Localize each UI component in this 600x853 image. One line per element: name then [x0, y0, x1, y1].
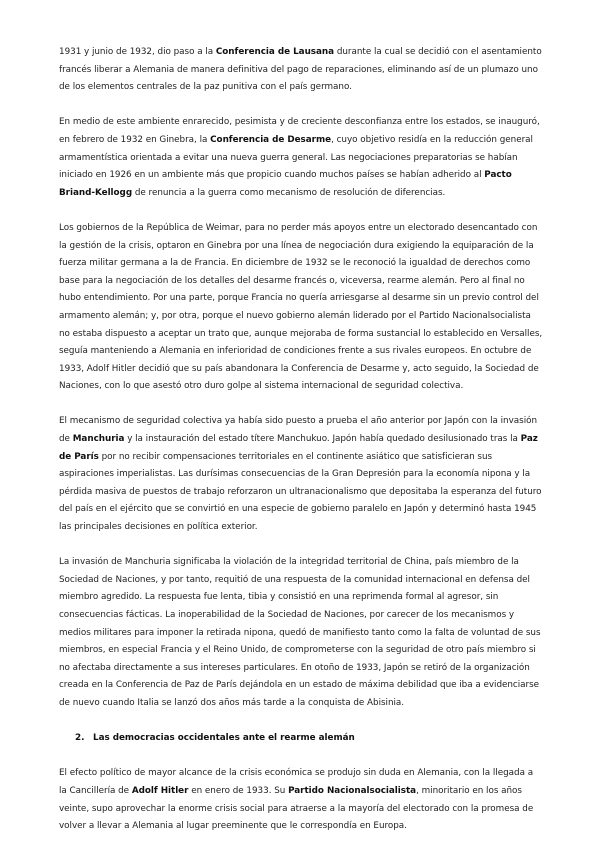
bold-term: Conferencia de Lausana — [215, 47, 335, 57]
section-number: 2. — [75, 733, 85, 744]
bold-term: Partido Nacionalsocialista — [288, 785, 417, 796]
paragraph-hitler — [59, 765, 543, 835]
text-run: Los gobiernos de la República de Weimar, para no perder más apoyos entre un electorado desencantado con la gestión de la crisis, optaron en Ginebra por una línea de negociación dura exigiendo la equiparación de la fuerza militar germana a la de Francia. En diciembre de 1932 se le reconoció la igualdad de derechos como base para la negociación de los detalles del desarme francés o, viceversa, rearme alemán. Pero al final no hubo entendimiento. Por una parte, porque Francia no quería arriesgarse al desarme sin un previo control del armamento alemán; y, por otra, porque el nuevo gobierno alemán liderado por el Partido Nacionalsocialista no estaba dispuesto a aceptar un trato que, aunque mejoraba de forma sustancial lo establecido en Versalles, seguía manteniendo a Alemania en inferioridad de condiciones frente a sus rivales europeos. En octubre de 1933, Adolf Hitler decidió que su país abandonara la Conferencia de Desarme y, acto seguido, la Sociedad de Naciones, con lo que asestó otro duro golpe al sistema internacional de seguridad colectiva. — [59, 222, 543, 392]
bold-term: Pacto Briand-Kellogg — [59, 170, 512, 198]
paragraph-lausana — [59, 44, 543, 97]
text-run: 1931 y junio de 1932, dio paso a la — [59, 47, 216, 57]
text-run: de renuncia a la guerra como mecanismo de resolución de diferencias. — [132, 187, 446, 198]
bold-term: Conferencia de Desarme — [210, 134, 332, 145]
section-title: Las democracias occidentales ante el rearme alemán — [93, 733, 355, 744]
text-run: en enero de 1933. Su — [188, 785, 289, 796]
text-run: La invasión de Manchuria significaba la violación de la integridad territorial de China, país miembro de la Sociedad de Naciones, y por tanto, requitió de una respuesta de la comunidad internacional en defensa del miembro agredido. La respuesta fue lenta, tibia y consistió en una reprimenda formal al agresor, sin consecuencias fácticas. La inoperabilidad de la Sociedad de Naciones, por carecer de los mecanismos y medios militares para imponer la retirada nipona, quedó de manifiesto tanto como la falta de voluntad de sus miembros, en especial Francia y el Reino Unido, de comprometerse con la seguridad de otro país miembro si no afectaba directamente a sus intereses particulares. En otoño de 1933, Japón se retiró de la organización creada en la Conferencia de Paz de París dejándola en un estado de máxima debilidad que iba a evidenciarse de nuevo cuando Italia se lanzó dos años más tarde a la conquista de Abisinia. — [59, 557, 541, 708]
paragraph-conferencia-desarme — [59, 114, 543, 202]
section-heading — [59, 730, 543, 748]
paragraph-invasion-manchuria — [59, 554, 543, 712]
text-run: , minoritario en los años veinte, supo aprovechar la enorme crisis social para atraerse a la mayoría del electorado con la promesa de volver a llevar a Alemania al lugar preeminente que le correspondía en Europa. — [59, 785, 534, 832]
text-run: El mecanismo de seguridad colectiva ya había sido puesto a prueba el año anterior por Japón con la invasión de — [59, 416, 538, 445]
text-run: por no recibir compensaciones territoriales en el continente asiático que satisficieran sus aspiraciones imperialistas. Las durísimas consecuencias de la Gran Depresión para la economía nipona y la pérdida masiva de puestos de trabajo reforzaron un ultranacionalismo que depositaba la esperanza del futuro del país en el ejército que se convirtió en una especie de gobierno paralelo en Japón y determinó hasta 1945 las principales decisiones en política exterior. — [59, 451, 542, 533]
text-run: , cuyo objetivo residía en la reducción general armamentística orientada a evitar una nueva guerra general. Las negociaciones preparatorias se habían iniciado en 1926 en un ambiente más que propicio cuando muchos países se habían adherido al — [59, 134, 533, 181]
document-page — [59, 44, 543, 853]
text-run: durante la cual se decidió con el asentamiento francés liberar a Alemania de manera definitiva del pago de reparaciones, eliminando así de un plumazo uno de los elementos centrales de la paz punitiva con el país germano. — [59, 47, 542, 93]
text-run: En medio de este ambiente enrarecido, pesimista y de creciente desconfianza entre los estados, se inauguró, en febrero de 1932 en Ginebra, la — [59, 117, 540, 145]
text-run: y la instauración del estado títere Manchukuo. Japón había quedado desilusionado tras la — [124, 434, 521, 445]
paragraph-manchuria — [59, 413, 543, 536]
bold-term: Adolf Hitler — [131, 785, 189, 796]
bold-term: Paz de París — [59, 434, 538, 462]
bold-term: Manchuria — [72, 434, 125, 445]
paragraph-weimar — [59, 220, 543, 396]
text-run: El efecto político de mayor alcance de la crisis económica se produjo sin duda en Alemania, con la llegada a la Cancillería de — [59, 768, 534, 796]
